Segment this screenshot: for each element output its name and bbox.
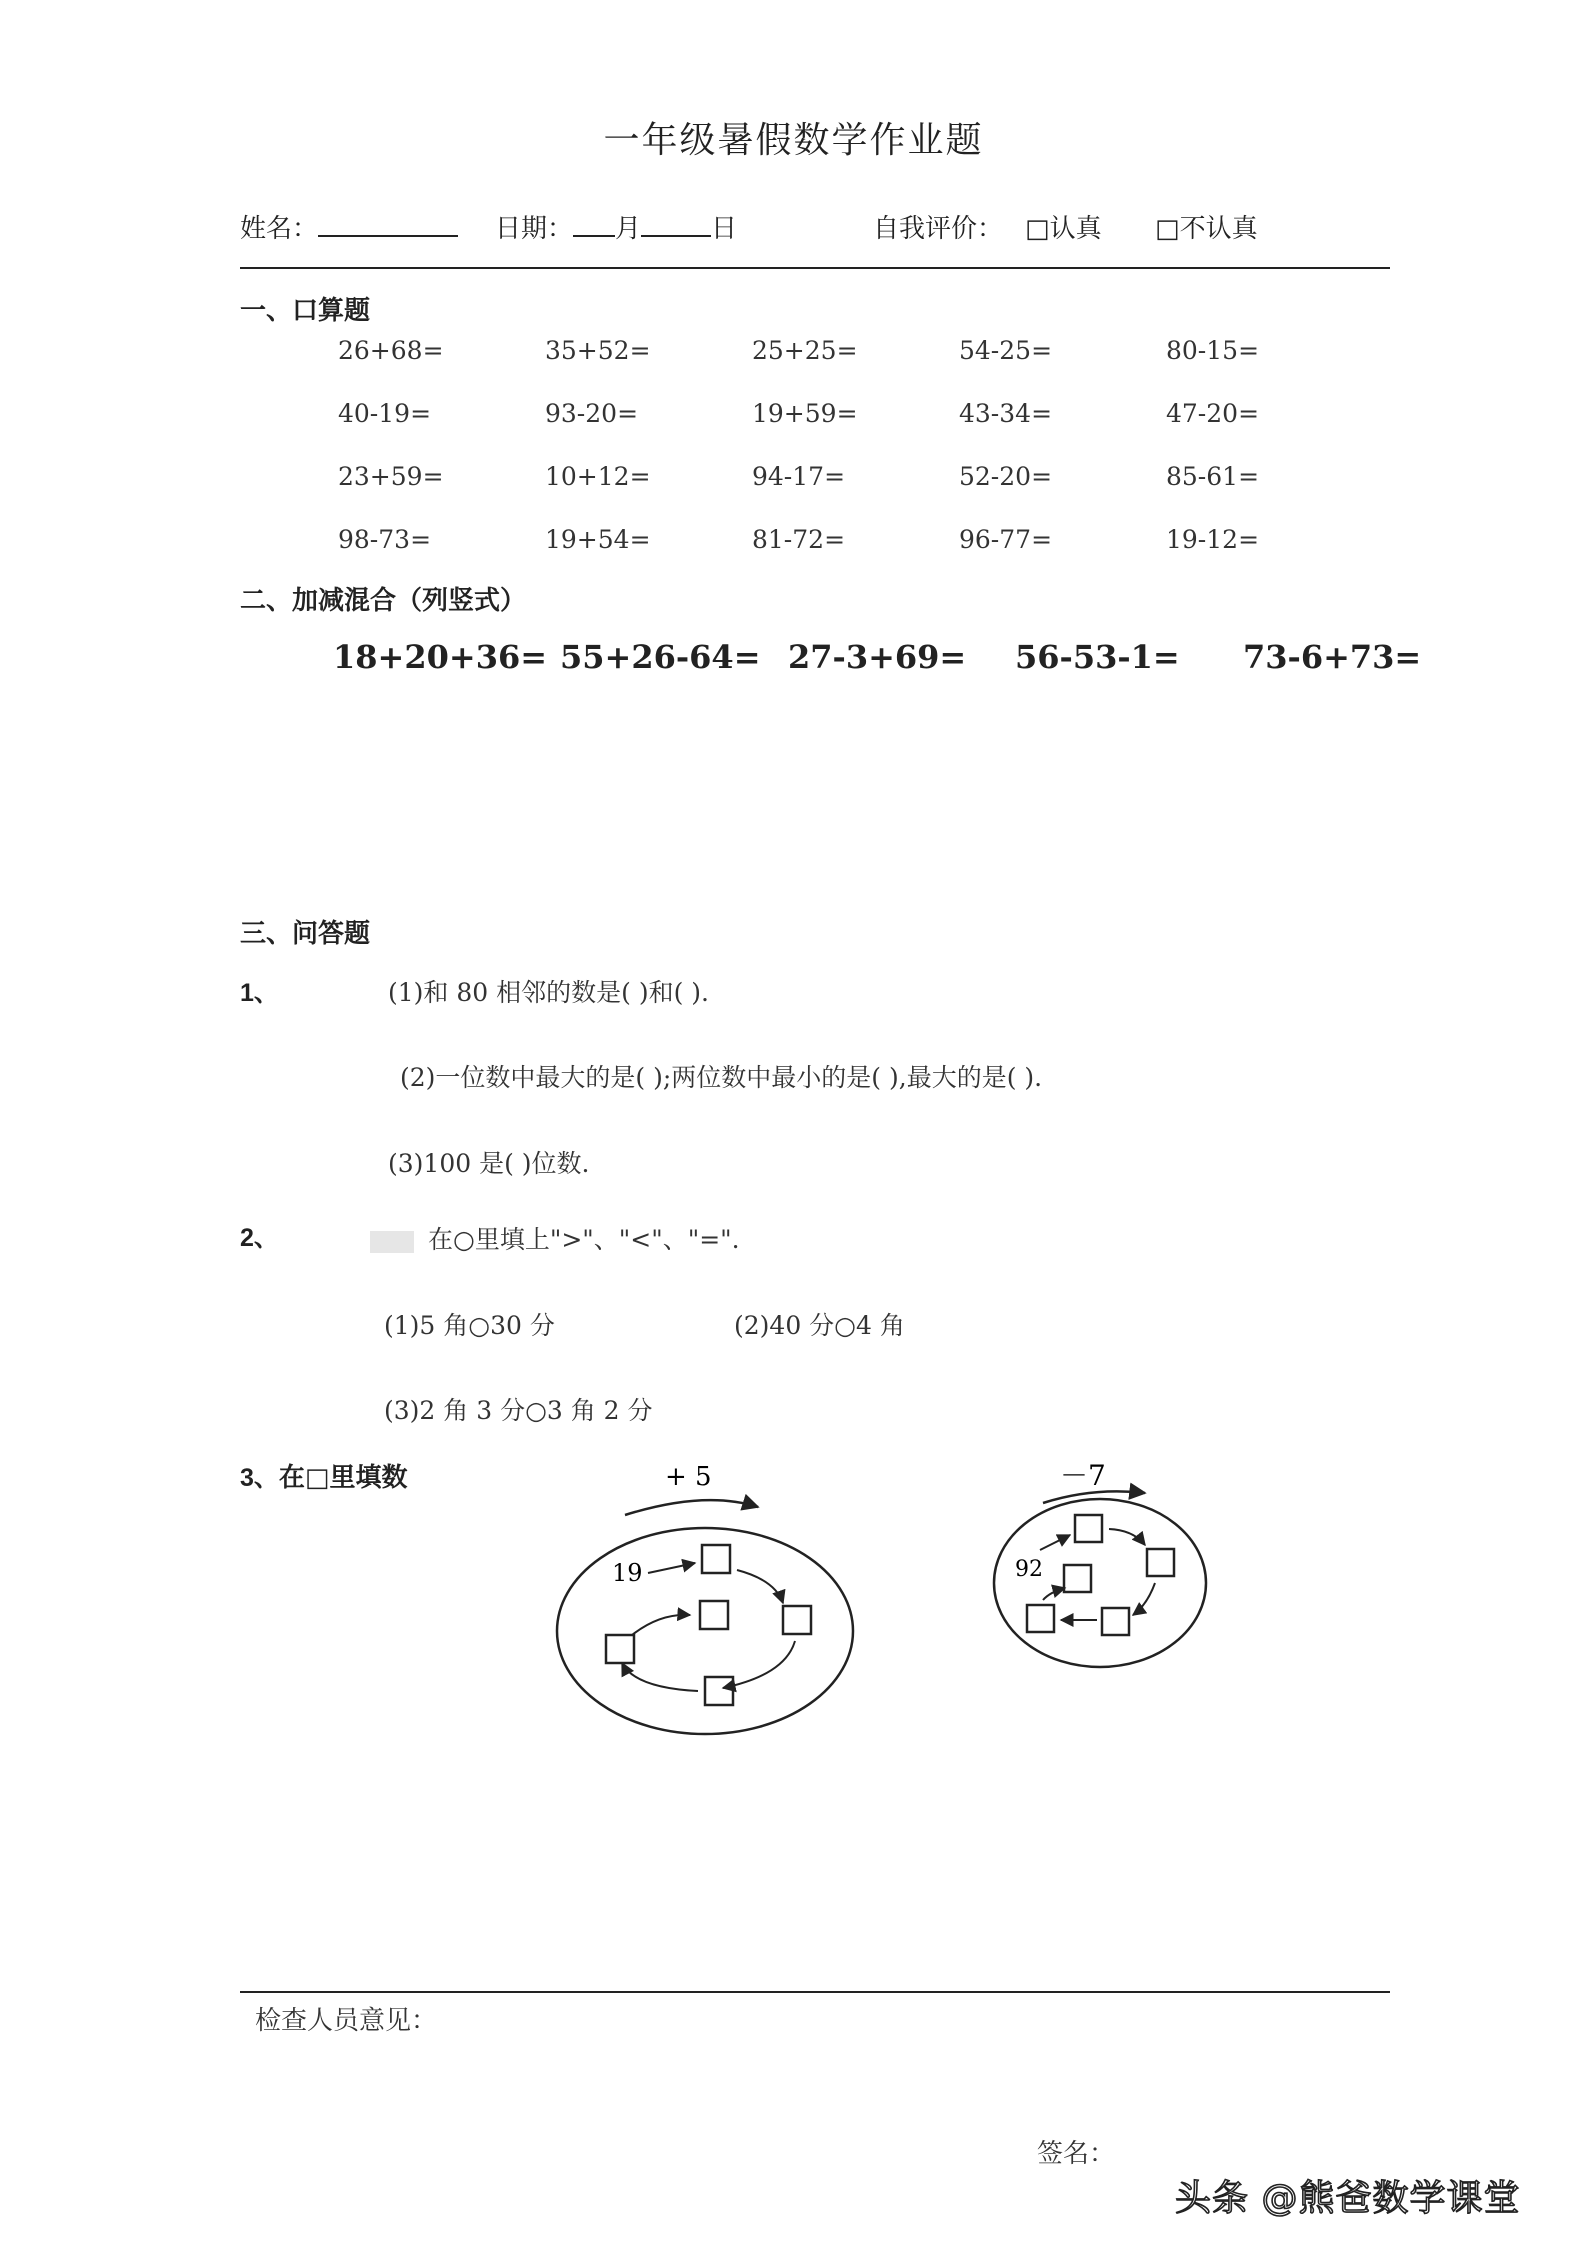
day-blank[interactable]: [641, 213, 711, 237]
footer-divider: [240, 1991, 1390, 1993]
page-title: 一年级暑假数学作业题: [603, 120, 984, 161]
reviewer-label: 检查人员意见：: [255, 2006, 438, 2036]
section3-title: 三、问答题: [240, 919, 371, 949]
answer-box[interactable]: [606, 1635, 634, 1663]
op-label: －7: [1060, 1459, 1106, 1492]
self-eval-label: 自我评价：: [873, 214, 1004, 244]
calc-item: 40-19=: [338, 399, 432, 428]
section1-title: 一、口算题: [240, 296, 371, 326]
calc-item: 93-20=: [545, 399, 639, 428]
calc-item: 25+25=: [752, 336, 858, 365]
name-label: 姓名：: [240, 214, 319, 244]
mixed-item: 55+26-64=: [560, 638, 761, 676]
q3-heading: [240, 1457, 407, 1494]
q2-part1: (1)5 角○30 分: [384, 1311, 555, 1340]
mixed-item: 18+20+36=: [333, 638, 548, 676]
calc-item: 52-20=: [959, 462, 1053, 491]
answer-box[interactable]: [705, 1677, 733, 1705]
q3-number: 3、: [240, 1464, 279, 1492]
calc-item: 81-72=: [752, 525, 846, 554]
q1-number: 1、: [240, 979, 279, 1007]
arrow: [737, 1570, 783, 1603]
answer-box[interactable]: [1102, 1608, 1129, 1635]
q2-part2: (2)40 分○4 角: [734, 1311, 905, 1340]
start-number: 19: [612, 1559, 643, 1587]
signature-label: 签名：: [1037, 2139, 1116, 2169]
header-divider: [240, 267, 1390, 269]
calc-item: 19+54=: [545, 525, 651, 554]
calc-item: 98-73=: [338, 525, 432, 554]
blurred-mark: [370, 1231, 414, 1253]
q2-instruction: 在○里填上">"、"<"、"=".: [428, 1225, 740, 1254]
arrow: [1109, 1529, 1145, 1545]
calc-item: 43-34=: [959, 399, 1053, 428]
outer-ellipse: [994, 1499, 1206, 1667]
calc-item: 54-25=: [959, 336, 1053, 365]
arrow: [622, 1663, 698, 1691]
month-blank[interactable]: [573, 213, 615, 237]
arrow: [632, 1615, 690, 1635]
calc-item: 19+59=: [752, 399, 858, 428]
q2-part3: (3)2 角 3 分○3 角 2 分: [384, 1396, 653, 1425]
calc-item: 23+59=: [338, 462, 444, 491]
calc-item: 35+52=: [545, 336, 651, 365]
calc-item: 85-61=: [1166, 462, 1260, 491]
q1-part1: (1)和 80 相邻的数是( )和( ).: [388, 978, 709, 1007]
q1-part3: (3)100 是( )位数.: [388, 1149, 590, 1178]
mixed-item: 27-3+69=: [788, 638, 967, 676]
answer-box[interactable]: [702, 1545, 730, 1573]
q2-number: 2、: [240, 1224, 279, 1252]
cycle-diagram-subtract: [975, 1455, 1245, 1705]
arrow: [648, 1563, 695, 1573]
direction-arrow: [625, 1500, 758, 1515]
start-number: 92: [1015, 1557, 1043, 1582]
answer-box[interactable]: [1075, 1515, 1102, 1542]
answer-box[interactable]: [700, 1601, 728, 1629]
calc-item: 26+68=: [338, 336, 444, 365]
name-blank[interactable]: [318, 213, 458, 237]
answer-box[interactable]: [1147, 1549, 1174, 1576]
day-label: 日: [711, 214, 738, 244]
cycle-diagram-add: [540, 1455, 880, 1765]
calc-item: 47-20=: [1166, 399, 1260, 428]
name-field[interactable]: [240, 208, 458, 245]
calc-item: 19-12=: [1166, 525, 1260, 554]
mixed-item: 56-53-1=: [1015, 638, 1180, 676]
q3-label: 在□里填数: [278, 1463, 408, 1493]
calc-item: 10+12=: [545, 462, 651, 491]
option-serious-checkbox[interactable]: □认真: [1025, 214, 1102, 244]
calc-item: 96-77=: [959, 525, 1053, 554]
month-label: 月: [615, 214, 642, 244]
q1-part2: (2)一位数中最大的是( );两位数中最小的是( ),最大的是( ).: [400, 1063, 1043, 1092]
watermark: 头条 @熊爸数学课堂: [1175, 2178, 1521, 2219]
arrow: [1133, 1583, 1155, 1615]
section2-title: 二、加减混合（列竖式）: [240, 586, 527, 616]
answer-box[interactable]: [1064, 1565, 1091, 1592]
arrow: [1043, 1588, 1065, 1600]
calc-item: 80-15=: [1166, 336, 1260, 365]
mixed-item: 73-6+73=: [1243, 638, 1422, 676]
date-label: 日期：: [495, 214, 574, 244]
q2-instruction-row: [370, 1220, 740, 1256]
answer-box[interactable]: [783, 1606, 811, 1634]
op-label: + 5: [665, 1462, 712, 1492]
answer-box[interactable]: [1027, 1605, 1054, 1632]
calc-item: 94-17=: [752, 462, 846, 491]
date-field[interactable]: [495, 208, 737, 245]
option-not-serious-checkbox[interactable]: □不认真: [1155, 214, 1258, 244]
arrow: [1040, 1535, 1070, 1550]
